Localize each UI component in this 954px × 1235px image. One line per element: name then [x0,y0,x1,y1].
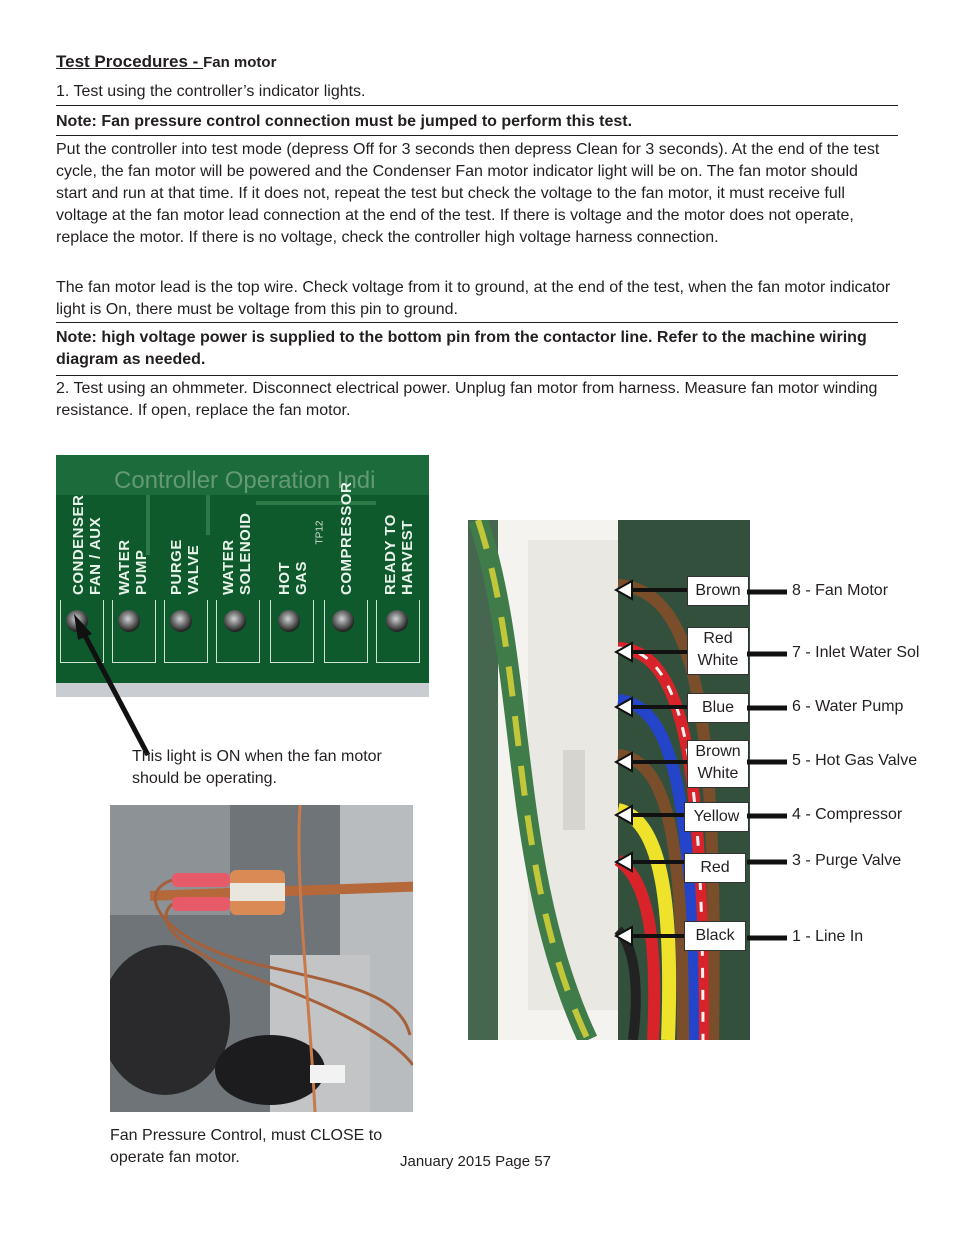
board-caption: This light is ON when the fan motor should be operating. [132,748,382,787]
wire-function-purge-valve: 3 - Purge Valve [792,852,902,869]
wire-label-black: Black [684,921,746,951]
step-2: 2. Test using an ohmmeter. Disconnect electrical power. Unplug fan motor from harness. Measure fan motor winding resistance. If open, replace the fan motor. [56,380,878,419]
wire-label-red-white: Red White [687,627,749,675]
wire-function-compressor: 4 - Compressor [792,806,903,823]
pointer-arrow-icon [56,600,176,760]
wire-label-brown-white: Brown White [687,740,749,788]
pressure-control-caption: Fan Pressure Control, must CLOSE to operate fan motor. [110,1127,383,1166]
indicator-light-icon [224,610,246,632]
wire-function-inlet-water-sol: 7 - Inlet Water Sol [792,644,920,661]
board-top-text: Controller Operation Indi [114,467,376,494]
note-2: Note: high voltage power is supplied to the bottom pin from the contactor line. Refer to the machine wiring diagram as needed. [56,329,867,368]
paragraph-2: The fan motor lead is the top wire. Check voltage from it to ground, at the end of the test, when the fan motor indicator light is On, there must be voltage from this pin to ground. [56,279,891,318]
page-footer: January 2015 Page 57 [400,1153,551,1170]
paragraph-1: Put the controller into test mode (depress Off for 3 seconds then depress Clean for 3 seconds). At the end of the test cycle, the fan motor will be powered and the Condenser Fan motor indicator light will be on. The fan motor should start and run at that time. If it does not, repeat the test but check the voltage to the fan motor, it must receive full voltage at the fan motor lead connection at the end of the test. If there is voltage and the motor does not operate, replace the motor. If there is no voltage, check the controller high voltage harness connection. [56,141,880,246]
wire-label-red: Red [684,853,746,883]
indicator-light-icon [386,610,408,632]
wire-label-yellow: Yellow [684,802,749,832]
wire-function-water-pump: 6 - Water Pump [792,698,904,715]
wire-label-brown: Brown [687,576,749,606]
leader-lines [747,580,789,950]
section-heading [56,52,276,72]
board-label-condenser: CONDENSER FAN / AUX [70,494,104,595]
board-label-ready-to-harvest: READY TO HARVEST [382,514,416,595]
divider [56,322,898,323]
divider [56,105,898,106]
wire-function-hot-gas-valve: 5 - Hot Gas Valve [792,752,918,769]
fan-pressure-control-photo [110,805,413,1112]
step-1: 1. Test using the controller’s indicator lights. [56,83,366,100]
wire-function-line-in: 1 - Line In [792,928,864,945]
board-label-hot-gas: HOT GAS [276,560,310,595]
indicator-light-icon [278,610,300,632]
note-1: Note: Fan pressure control connection must be jumped to perform this test. [56,113,633,130]
board-label-purge-valve: PURGE VALVE [168,539,202,595]
heading-sub: Fan motor [203,54,277,71]
board-label-water-pump: WATER PUMP [116,539,150,595]
board-label-water-solenoid: WATER SOLENOID [220,512,254,595]
wire-function-fan-motor: 8 - Fan Motor [792,582,889,599]
heading-main: Test Procedures - [56,52,204,71]
board-label-compressor: COMPRESSOR [338,481,355,595]
divider [56,135,898,136]
indicator-light-icon [332,610,354,632]
divider [56,375,898,376]
wire-label-blue: Blue [687,693,749,723]
tp-label: TP12 [314,520,326,545]
